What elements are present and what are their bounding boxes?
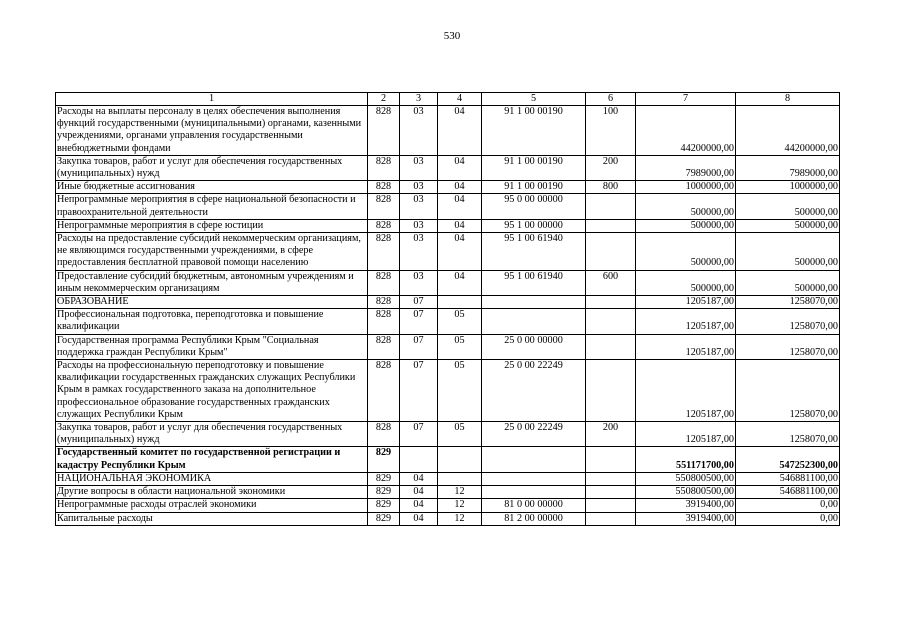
- cell-code-3: 07: [400, 422, 438, 447]
- column-header: 3: [400, 93, 438, 106]
- cell-code-4: 04: [438, 219, 482, 232]
- cell-code-2: 828: [368, 155, 400, 180]
- cell-code-2: 828: [368, 422, 400, 447]
- table-row: [56, 512, 840, 525]
- cell-code-5: 91 1 00 00190: [482, 181, 586, 194]
- cell-code-3: 03: [400, 155, 438, 180]
- cell-code-3: 03: [400, 270, 438, 295]
- cell-code-4: 04: [438, 181, 482, 194]
- cell-code-3: 03: [400, 219, 438, 232]
- cell-code-5: [482, 472, 586, 485]
- cell-name: Закупка товаров, работ и услуг для обеспечения государственных (муниципальных) нужд: [56, 422, 368, 447]
- cell-code-4: 12: [438, 499, 482, 512]
- cell-code-5: [482, 447, 586, 472]
- cell-code-6: 800: [586, 181, 636, 194]
- cell-amount-8: 500000,00: [736, 233, 840, 271]
- cell-amount-8: 0,00: [736, 512, 840, 525]
- cell-code-2: 828: [368, 233, 400, 271]
- table-row: [56, 181, 840, 194]
- cell-amount-8: 0,00: [736, 499, 840, 512]
- cell-code-6: [586, 512, 636, 525]
- cell-code-5: 95 0 00 00000: [482, 194, 586, 219]
- column-header: 2: [368, 93, 400, 106]
- cell-name: Другие вопросы в области национальной экономики: [56, 486, 368, 499]
- cell-code-6: [586, 486, 636, 499]
- cell-amount-7: 500000,00: [636, 219, 736, 232]
- cell-code-6: [586, 334, 636, 359]
- cell-amount-8: 547252300,00: [736, 447, 840, 472]
- cell-code-4: 04: [438, 155, 482, 180]
- cell-name: Непрограммные мероприятия в сфере национальной безопасности и правоохранительной деятельности: [56, 194, 368, 219]
- cell-amount-8: 1258070,00: [736, 422, 840, 447]
- table-row: [56, 447, 840, 472]
- cell-code-5: 81 0 00 00000: [482, 499, 586, 512]
- cell-code-4: 05: [438, 360, 482, 422]
- cell-amount-8: 500000,00: [736, 219, 840, 232]
- cell-code-2: 829: [368, 447, 400, 472]
- cell-amount-8: 546881100,00: [736, 472, 840, 485]
- cell-code-3: 04: [400, 472, 438, 485]
- cell-code-4: [438, 447, 482, 472]
- cell-code-2: 829: [368, 486, 400, 499]
- cell-code-2: 828: [368, 219, 400, 232]
- cell-code-6: [586, 360, 636, 422]
- cell-code-5: 91 1 00 00190: [482, 155, 586, 180]
- cell-amount-7: 500000,00: [636, 194, 736, 219]
- page-number: 530: [443, 30, 461, 42]
- cell-code-4: 12: [438, 486, 482, 499]
- cell-name: Капитальные расходы: [56, 512, 368, 525]
- cell-amount-7: 3919400,00: [636, 512, 736, 525]
- cell-name: Непрограммные расходы отраслей экономики: [56, 499, 368, 512]
- column-header: 7: [636, 93, 736, 106]
- cell-code-5: 25 0 00 22249: [482, 360, 586, 422]
- cell-amount-7: 1000000,00: [636, 181, 736, 194]
- cell-amount-8: 500000,00: [736, 194, 840, 219]
- cell-code-3: 07: [400, 334, 438, 359]
- cell-code-4: 04: [438, 106, 482, 156]
- cell-code-3: 03: [400, 181, 438, 194]
- table-row: [56, 499, 840, 512]
- cell-amount-7: 1205187,00: [636, 334, 736, 359]
- cell-amount-8: 1258070,00: [736, 296, 840, 309]
- cell-code-2: 829: [368, 512, 400, 525]
- cell-amount-7: 550800500,00: [636, 472, 736, 485]
- cell-name: Непрограммные мероприятия в сфере юстиции: [56, 219, 368, 232]
- cell-code-5: [482, 296, 586, 309]
- table-row: [56, 422, 840, 447]
- cell-amount-7: 1205187,00: [636, 422, 736, 447]
- cell-code-5: 91 1 00 00190: [482, 106, 586, 156]
- cell-code-4: 04: [438, 270, 482, 295]
- cell-code-4: 05: [438, 422, 482, 447]
- cell-code-6: [586, 499, 636, 512]
- cell-amount-7: 7989000,00: [636, 155, 736, 180]
- cell-amount-7: 1205187,00: [636, 360, 736, 422]
- cell-name: Расходы на профессиональную переподготовку и повышение квалификации государственных гражданских служащих Республики Крым в рамках государственного заказа на дополнительное профессиональное образование государственных гражданских служащих Республики Крым: [56, 360, 368, 422]
- cell-code-3: 04: [400, 512, 438, 525]
- cell-amount-8: 1000000,00: [736, 181, 840, 194]
- cell-code-2: 829: [368, 499, 400, 512]
- table-row: [56, 472, 840, 485]
- cell-code-6: [586, 447, 636, 472]
- cell-code-4: 05: [438, 334, 482, 359]
- cell-code-2: 828: [368, 106, 400, 156]
- cell-code-6: [586, 219, 636, 232]
- column-header: 1: [56, 93, 368, 106]
- cell-code-5: 81 2 00 00000: [482, 512, 586, 525]
- cell-name: Предоставление субсидий бюджетным, автономным учреждениям и иным некоммерческим организациям: [56, 270, 368, 295]
- cell-amount-7: 500000,00: [636, 270, 736, 295]
- cell-code-4: 04: [438, 233, 482, 271]
- cell-code-4: 12: [438, 512, 482, 525]
- cell-code-3: 03: [400, 233, 438, 271]
- cell-amount-8: 1258070,00: [736, 360, 840, 422]
- cell-code-2: 828: [368, 296, 400, 309]
- cell-code-6: [586, 472, 636, 485]
- cell-code-6: [586, 296, 636, 309]
- cell-name: Расходы на выплаты персоналу в целях обеспечения выполнения функций государственными (муниципальными) органами, казенными учреждениями, органами управления государственными внебюджетными фондами: [56, 106, 368, 156]
- cell-code-5: 95 1 00 61940: [482, 233, 586, 271]
- cell-name: НАЦИОНАЛЬНАЯ ЭКОНОМИКА: [56, 472, 368, 485]
- budget-table: [55, 92, 840, 526]
- table-row: [56, 155, 840, 180]
- table-row: [56, 486, 840, 499]
- cell-amount-7: 1205187,00: [636, 309, 736, 334]
- cell-code-3: 07: [400, 309, 438, 334]
- cell-name: Закупка товаров, работ и услуг для обеспечения государственных (муниципальных) нужд: [56, 155, 368, 180]
- cell-code-3: [400, 447, 438, 472]
- table-row: [56, 296, 840, 309]
- cell-code-5: 25 0 00 22249: [482, 422, 586, 447]
- cell-code-4: 05: [438, 309, 482, 334]
- cell-code-3: 03: [400, 106, 438, 156]
- cell-code-6: [586, 233, 636, 271]
- cell-code-6: 100: [586, 106, 636, 156]
- cell-code-3: 04: [400, 486, 438, 499]
- cell-code-2: 829: [368, 472, 400, 485]
- cell-amount-8: 7989000,00: [736, 155, 840, 180]
- cell-code-6: 600: [586, 270, 636, 295]
- cell-amount-8: 1258070,00: [736, 309, 840, 334]
- cell-code-2: 828: [368, 334, 400, 359]
- table-row: [56, 309, 840, 334]
- cell-code-5: [482, 486, 586, 499]
- table-row: [56, 360, 840, 422]
- cell-name: Расходы на предоставление субсидий некоммерческим организациям, не являющимся государственными учреждениями, в сфере предоставления бесплатной правовой помощи населению: [56, 233, 368, 271]
- cell-code-4: 04: [438, 194, 482, 219]
- table-row: [56, 194, 840, 219]
- cell-code-3: 07: [400, 360, 438, 422]
- cell-code-6: [586, 309, 636, 334]
- table-row: [56, 334, 840, 359]
- cell-code-3: 04: [400, 499, 438, 512]
- column-header: 5: [482, 93, 586, 106]
- cell-code-6: 200: [586, 422, 636, 447]
- cell-code-5: 95 1 00 00000: [482, 219, 586, 232]
- cell-amount-8: 44200000,00: [736, 106, 840, 156]
- cell-code-6: 200: [586, 155, 636, 180]
- cell-amount-7: 1205187,00: [636, 296, 736, 309]
- cell-amount-8: 546881100,00: [736, 486, 840, 499]
- cell-code-6: [586, 194, 636, 219]
- column-header: 4: [438, 93, 482, 106]
- cell-amount-8: 1258070,00: [736, 334, 840, 359]
- cell-code-2: 828: [368, 309, 400, 334]
- column-header: 6: [586, 93, 636, 106]
- cell-amount-7: 44200000,00: [636, 106, 736, 156]
- cell-code-5: 25 0 00 00000: [482, 334, 586, 359]
- table-row: [56, 233, 840, 271]
- table-header-row: [56, 93, 840, 106]
- cell-code-2: 828: [368, 360, 400, 422]
- cell-code-2: 828: [368, 194, 400, 219]
- cell-amount-7: 550800500,00: [636, 486, 736, 499]
- cell-name: Государственный комитет по государственной регистрации и кадастру Республики Крым: [56, 447, 368, 472]
- cell-code-4: [438, 296, 482, 309]
- cell-name: Государственная программа Республики Крым "Социальная поддержка граждан Республики Крым": [56, 334, 368, 359]
- cell-code-2: 828: [368, 270, 400, 295]
- cell-code-3: 03: [400, 194, 438, 219]
- cell-code-2: 828: [368, 181, 400, 194]
- cell-code-4: [438, 472, 482, 485]
- cell-code-5: [482, 309, 586, 334]
- cell-name: ОБРАЗОВАНИЕ: [56, 296, 368, 309]
- table-row: [56, 270, 840, 295]
- table-row: [56, 106, 840, 156]
- table-row: [56, 219, 840, 232]
- cell-name: Профессиональная подготовка, переподготовка и повышение квалификации: [56, 309, 368, 334]
- column-header: 8: [736, 93, 840, 106]
- cell-name: Иные бюджетные ассигнования: [56, 181, 368, 194]
- cell-code-3: 07: [400, 296, 438, 309]
- cell-amount-7: 551171700,00: [636, 447, 736, 472]
- cell-amount-8: 500000,00: [736, 270, 840, 295]
- cell-amount-7: 3919400,00: [636, 499, 736, 512]
- cell-amount-7: 500000,00: [636, 233, 736, 271]
- cell-code-5: 95 1 00 61940: [482, 270, 586, 295]
